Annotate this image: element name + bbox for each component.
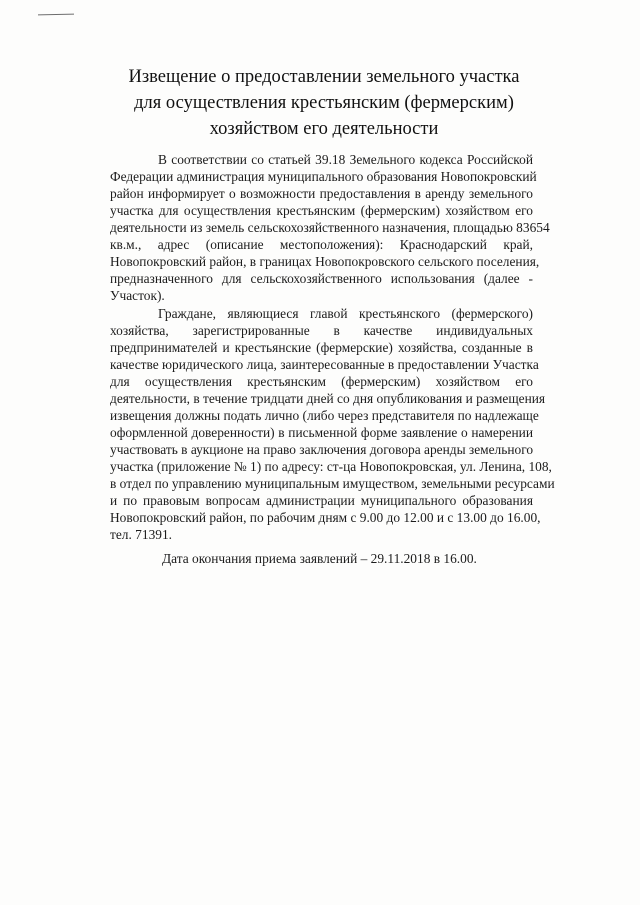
paragraph-2-line: извещения должны подать лично (либо через представителя по надлежаще xyxy=(110,408,539,423)
paragraph-2-line: участка (приложение № 1) по адресу: ст-ца Новопокровская, ул. Ленина, 108, xyxy=(110,459,552,474)
paragraph-2-line: в отдел по управлению муниципальным имуществом, земельными ресурсами xyxy=(110,476,555,491)
paragraph-1-line: предназначенного для сельскохозяйственного использования (далее - xyxy=(110,271,533,286)
paragraph-2-line: тел. 71391. xyxy=(110,527,172,542)
paragraph-2-line: оформленной доверенности) в письменной форме заявление о намерении xyxy=(110,425,533,440)
paragraph-2-line: хозяйства, зарегистрированные в качестве индивидуальных xyxy=(110,323,533,338)
document-title: Извещение о предоставлении земельного участка для осуществления крестьянским (фермерским) хозяйством его деятельности xyxy=(128,67,520,139)
paragraph-2-line: качестве юридического лица, заинтересованные в предоставлении Участка xyxy=(110,357,539,372)
paragraph-2-line: участвовать в аукционе на право заключения договора аренды земельного xyxy=(110,442,534,457)
paragraph-2-line: и по правовым вопросам администрации муниципального образования xyxy=(110,493,533,508)
paragraph-1-line: Участок). xyxy=(110,288,165,303)
paragraph-2-line: деятельности, в течение тридцати дней со дня опубликования и размещения xyxy=(110,391,546,406)
paragraph-1-line: участка для осуществления крестьянским (фермерским) хозяйством его xyxy=(110,203,533,218)
paragraph-1-line: Новопокровский район, в границах Новопокровского сельского поселения, xyxy=(110,254,540,269)
paragraph-1-line: В соответствии со статьей 39.18 Земельного кодекса Российской xyxy=(158,152,533,167)
paragraph-2-line: для осуществления крестьянским (фермерским) хозяйством его xyxy=(110,374,533,389)
paragraph-1-line: деятельности из земель сельскохозяйственного назначения, площадью 83654 xyxy=(110,220,550,235)
paragraph-2-line: Граждане, являющиеся главой крестьянского (фермерского) xyxy=(158,306,533,321)
application-deadline: Дата окончания приема заявлений – 29.11.2018 в 16.00. xyxy=(162,551,477,566)
paragraph-2-line: Новопокровский район, по рабочим дням с 9.00 до 12.00 и с 13.00 до 16.00, xyxy=(110,510,541,525)
paragraph-1-line: район информирует о возможности предоставления в аренду земельного xyxy=(110,186,533,201)
paragraph-1-line: Федерации администрация муниципального образования Новопокровский xyxy=(110,169,537,184)
scan-mark xyxy=(38,14,74,16)
paragraph-2-line: предпринимателей и крестьянские (фермерские) хозяйства, созданные в xyxy=(110,340,533,355)
paragraph-1-line: кв.м., адрес (описание местоположения): Краснодарский край, xyxy=(110,237,533,252)
